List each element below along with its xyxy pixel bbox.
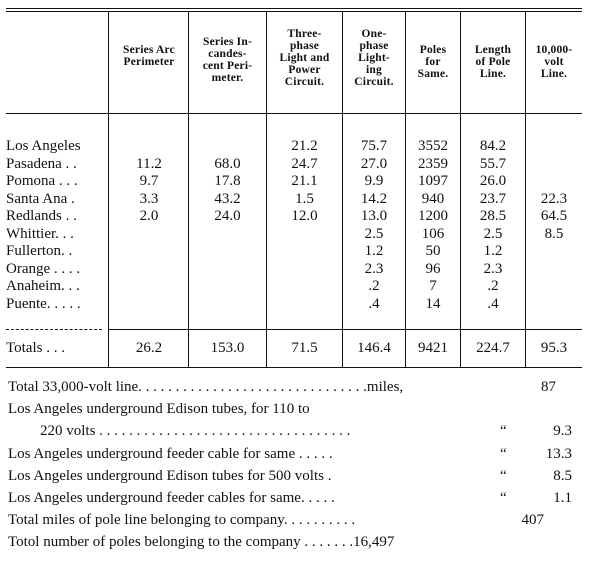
row-label: Redlands . .	[6, 208, 77, 224]
table-cell: 64.5	[540, 208, 568, 224]
table-row	[0, 173, 589, 189]
table-cell: 24.7	[291, 155, 318, 172]
header-line: Perimeter	[123, 56, 175, 68]
top-rule-inner	[6, 11, 582, 12]
table-cell: 2359	[418, 155, 448, 172]
row-label: Whittier. . .	[6, 225, 74, 242]
summary-value: 1.1	[553, 490, 572, 506]
table-row	[0, 296, 589, 312]
totals-rule	[108, 329, 582, 330]
top-rule	[6, 8, 582, 9]
summary-text: 220 volts . . . . . . . . . . . . . . . . . . . . . . . . . . . . . . . . . .	[40, 423, 351, 440]
table-cell: 22.3	[540, 190, 568, 207]
table-cell: 2.3	[364, 260, 384, 277]
table-cell: 12.0	[291, 208, 318, 224]
table-cell: 23.7	[479, 190, 507, 207]
table-cell: 2.5	[483, 225, 503, 242]
table-cell: 1.2	[364, 243, 384, 259]
header-line: cent Peri-	[202, 60, 253, 72]
header-series-arc	[110, 44, 188, 68]
summary-text: Total miles of pole line belonging to company. . . . . . . . . .	[8, 512, 356, 529]
header-line: Same.	[417, 68, 449, 80]
table-cell: 106	[421, 225, 445, 242]
row-label: Pasadena . .	[6, 155, 77, 172]
table-row	[0, 226, 589, 242]
table-cell: 153.0	[210, 340, 245, 356]
table-cell: 50	[425, 243, 441, 259]
header-line: phase	[359, 40, 389, 52]
table-cell: 55.7	[479, 155, 507, 172]
summary-value: 8.5	[553, 467, 572, 484]
header-one-phase	[343, 28, 405, 88]
header-line: Series Arc	[123, 44, 175, 56]
table-cell: 71.5	[291, 340, 318, 356]
table-bottom-rule	[6, 367, 582, 368]
summary-value: 407	[521, 512, 544, 529]
header-line: Light and	[279, 52, 330, 64]
table-cell: 2.5	[364, 225, 384, 242]
table-cell: 14	[425, 295, 441, 312]
table-cell: 224.7	[476, 340, 510, 356]
summary-line	[0, 421, 589, 441]
header-line: Circuit.	[284, 76, 325, 88]
summary-line	[0, 466, 589, 486]
table-cell: 84.2	[479, 138, 507, 154]
row-label: Los Angeles	[6, 138, 81, 154]
header-poles	[406, 44, 460, 80]
header-line: Power	[288, 64, 321, 76]
header-line: Light-	[358, 52, 390, 64]
summary-text: Totol number of poles belonging to the company . . . . . . .16,497	[8, 534, 395, 551]
table-cell: 28.5	[479, 208, 507, 224]
table-row	[0, 208, 589, 224]
header-10000-volt	[526, 44, 582, 80]
table-cell: 2.0	[139, 208, 159, 224]
header-line: meter.	[211, 72, 244, 84]
row-label: Fullerton. .	[6, 243, 73, 259]
summary-text: Los Angeles underground Edison tubes, for 110 to	[8, 401, 310, 418]
table-cell: .2	[487, 278, 499, 294]
header-line: One-	[361, 28, 387, 40]
header-line: for	[425, 56, 441, 68]
table-cell: 9421	[418, 340, 448, 356]
table-cell: 43.2	[214, 190, 241, 207]
table-row	[0, 278, 589, 294]
header-line: ing	[366, 64, 382, 76]
totals-label: Totals . . .	[6, 340, 65, 356]
summary-line	[0, 444, 589, 464]
table-cell: 2.3	[483, 260, 503, 277]
table-cell: 11.2	[136, 155, 162, 172]
summary-text: Los Angeles underground feeder cables for same. . . . .	[8, 490, 335, 506]
table-cell: 26.0	[479, 173, 507, 189]
header-line: Length	[474, 44, 512, 56]
table-cell: 21.2	[291, 138, 318, 154]
summary-line	[0, 488, 589, 508]
table-cell: 96	[425, 260, 441, 277]
summary-line	[0, 532, 589, 552]
row-label: Santa Ana .	[6, 190, 75, 207]
header-line: of Pole	[475, 56, 511, 68]
header-line: Line.	[479, 68, 507, 80]
table-cell: 7	[429, 278, 437, 294]
row-label: Pomona . . .	[6, 173, 78, 189]
summary-line	[0, 510, 589, 530]
table-cell: 1.5	[295, 190, 314, 207]
summary-value: 87	[541, 379, 556, 395]
header-line: phase	[289, 40, 320, 52]
summary-value: 9.3	[553, 423, 572, 440]
table-cell: 14.2	[360, 190, 388, 207]
summary-line	[0, 377, 589, 397]
table-row	[0, 138, 589, 154]
header-line: Series In-	[203, 36, 252, 48]
table-cell: 1200	[418, 208, 448, 224]
header-line: Three-	[287, 28, 322, 40]
summary-line	[0, 399, 589, 419]
table-cell: 13.0	[360, 208, 388, 224]
table-row	[0, 191, 589, 207]
ditto-mark: “	[500, 423, 507, 440]
header-rule	[6, 113, 582, 114]
table-cell: 75.7	[360, 138, 388, 154]
header-line: Circuit.	[354, 76, 394, 88]
table-cell: 3552	[418, 138, 448, 154]
totals-row	[0, 340, 589, 356]
ditto-mark: “	[500, 445, 507, 462]
ditto-mark: “	[500, 490, 507, 506]
header-line: Poles	[419, 44, 447, 56]
header-line: volt	[544, 56, 564, 68]
table-row	[0, 156, 589, 172]
ditto-mark: “	[500, 467, 507, 484]
table-cell: 68.0	[214, 155, 241, 172]
table-cell: 24.0	[214, 208, 241, 224]
totals-dash-rule	[6, 329, 102, 330]
header-length-pole-line	[461, 44, 525, 80]
summary-text: Total 33,000-volt line. . . . . . . . . . . . . . . . . . . . . . . . . . . . . . .miles,	[8, 379, 404, 395]
table-row	[0, 261, 589, 277]
column-divider	[108, 12, 109, 367]
table-cell: 146.4	[357, 340, 391, 356]
table-cell: 27.0	[360, 155, 388, 172]
table-cell: 9.9	[364, 173, 384, 189]
table-cell: 1.2	[483, 243, 503, 259]
header-line: 10,000-	[535, 44, 573, 56]
table-cell: .2	[368, 278, 380, 294]
table-cell: 26.2	[135, 340, 163, 356]
summary-value: 13.3	[545, 445, 572, 462]
summary-text: Los Angeles underground Edison tubes for 500 volts .	[8, 467, 332, 484]
row-label: Orange . . . .	[6, 260, 81, 277]
header-line: Line.	[540, 68, 568, 80]
table-cell: 940	[421, 190, 445, 207]
table-cell: 21.1	[291, 173, 318, 189]
table-cell: .4	[487, 295, 499, 312]
table-cell: 3.3	[139, 190, 159, 207]
table-cell: 9.7	[139, 173, 159, 189]
table-cell: 1097	[418, 173, 448, 189]
table-cell: 17.8	[214, 173, 241, 189]
summary-text: Los Angeles underground feeder cable for same . . . . .	[8, 445, 333, 462]
row-label: Puente. . . . .	[6, 295, 81, 312]
header-line: candes-	[208, 48, 247, 60]
table-cell: .4	[368, 295, 380, 312]
header-three-phase	[267, 28, 342, 88]
table-row	[0, 243, 589, 259]
header-series-incandescent	[189, 36, 266, 84]
table-cell: 8.5	[544, 225, 564, 242]
table-cell: 95.3	[540, 340, 568, 356]
row-label: Anaheim. . .	[6, 278, 80, 294]
